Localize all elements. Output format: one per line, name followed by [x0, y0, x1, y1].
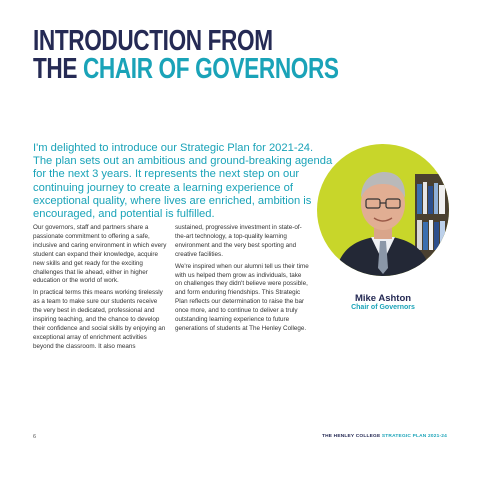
body-column-2 [175, 224, 309, 337]
portrait-photo [317, 144, 449, 276]
title-line-2-prefix: THE [33, 53, 78, 85]
body-paragraph: We're inspired when our alumni tell us their time with us helped them grow as individuals, take on challenges they didn't believe were possible, and form enduring friendships. This Strategic Plan reflects our determination to raise the bar once more, and to continue to deliver a truly outstanding learning experience to future generations of students at The Henley College. [175, 262, 309, 332]
title-line-1: INTRODUCTION FROM [33, 25, 273, 57]
body-column-1 [33, 224, 167, 355]
footer-org: THE HENLEY COLLEGE [321, 434, 381, 439]
portrait-role: Chair of Governors [351, 304, 415, 311]
footer-doc: STRATEGIC PLAN 2021-24 [381, 434, 447, 439]
portrait-name: Mike Ashton [354, 293, 412, 304]
page-number: 6 [33, 434, 37, 440]
page-title [33, 27, 339, 83]
body-paragraph: sustained, progressive investment in state-of-the-art technology, a top-quality learning environment and the very best sporting and creative facilities. [175, 224, 302, 258]
body-paragraph: Our governors, staff and partners share a passionate commitment to offering a safe, inclusive and caring environment in which every student can expand their knowledge, acquire new skills and get ready for the exciting challenges that lie ahead, either in higher education or the world of work. [33, 224, 167, 285]
footer-title [322, 434, 447, 439]
portrait-illustration [317, 144, 449, 276]
lead-paragraph: I'm delighted to introduce our Strategic Plan for 2021-24. The plan sets out an ambitious and ground-breaking agenda for the next 3 years. It represents the next step on our continuing journey to create a learning experience of exceptional quality, where lives are enriched, ambition is encouraged, and potential is fulfilled. [33, 142, 333, 221]
title-line-2-highlight: CHAIR OF GOVERNORS [82, 53, 339, 85]
body-paragraph: In practical terms this means working tirelessly as a team to make sure our students receive the very best in dedicated, professional and inspiring teaching, and the chance to develop their confidence and social skills by enjoying an exceptional array of enrichment activities beyond the classroom. It also means [33, 289, 166, 350]
